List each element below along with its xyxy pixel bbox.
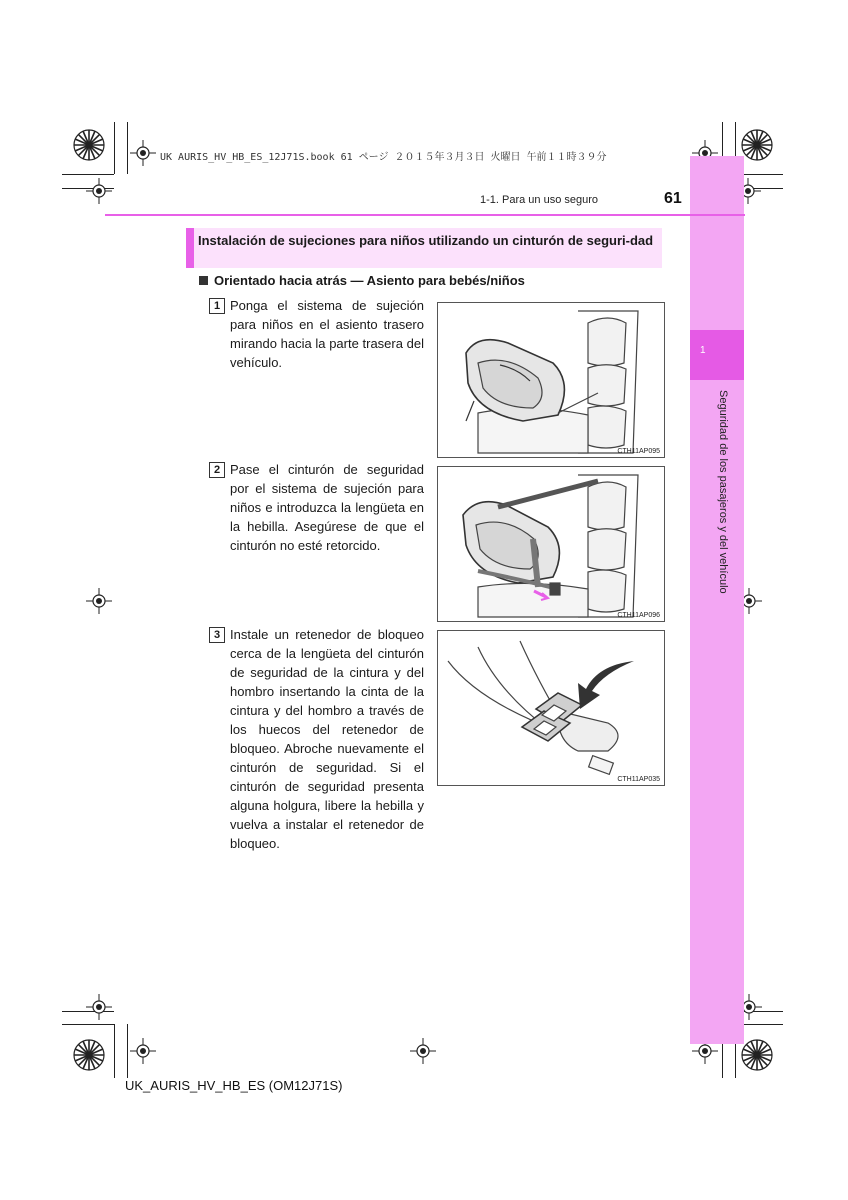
crosshair-mark-icon xyxy=(86,588,112,614)
figure-code: CTH11AP096 xyxy=(617,612,660,619)
crosshair-mark-icon xyxy=(130,140,156,166)
figure-code: CTH11AP035 xyxy=(617,776,660,783)
bullet-square-icon xyxy=(199,276,208,285)
crosshair-mark-icon xyxy=(86,178,112,204)
locking-clip-illustration xyxy=(438,631,664,785)
crop-line xyxy=(62,174,114,175)
registration-target-icon xyxy=(72,1038,106,1072)
crop-line xyxy=(114,122,115,174)
belt-routing-illustration xyxy=(438,467,664,621)
chapter-number: 1 xyxy=(700,345,706,356)
child-seat-placement-illustration xyxy=(438,303,664,457)
section-label: 1-1. Para un uso seguro xyxy=(480,194,599,206)
crop-line xyxy=(114,1024,115,1078)
chapter-title: Seguridad de los pasajeros y del vehículo xyxy=(717,390,729,594)
print-header: UK AURIS_HV_HB_ES_12J71S.book 61 ページ ２０１５年３月３日 火曜日 午前１１時３９分 xyxy=(160,152,607,163)
step-number: 1 xyxy=(209,298,225,314)
registration-target-icon xyxy=(740,128,774,162)
chapter-tab xyxy=(690,156,744,1044)
figure-code: CTH11AP095 xyxy=(617,448,660,455)
crop-line xyxy=(127,122,128,174)
crop-line xyxy=(127,1024,128,1078)
figure-belt-routing xyxy=(437,466,665,622)
page-number: 61 xyxy=(664,190,682,207)
footer-document-id: UK_AURIS_HV_HB_ES (OM12J71S) xyxy=(125,1078,343,1093)
step-text: Pase el cinturón de seguridad por el sistema de sujeción para niños e introduzca la lengüeta en la hebilla. Asegúrese de que el cinturón no esté retorcido. xyxy=(230,462,424,553)
step-number: 3 xyxy=(209,627,225,643)
crop-line xyxy=(62,1024,114,1025)
crosshair-mark-icon xyxy=(86,994,112,1020)
step-number: 2 xyxy=(209,462,225,478)
registration-target-icon xyxy=(72,128,106,162)
subheading xyxy=(199,273,525,288)
subheading-text: Orientado hacia atrás — Asiento para bebés/niños xyxy=(214,273,525,288)
crosshair-mark-icon xyxy=(130,1038,156,1064)
figure-child-seat-rear-facing xyxy=(437,302,665,458)
header-rule xyxy=(105,214,745,216)
registration-target-icon xyxy=(740,1038,774,1072)
figure-locking-clip xyxy=(437,630,665,786)
section-title: Instalación de sujeciones para niños utilizando un cinturón de seguri-dad xyxy=(198,233,654,248)
chapter-marker xyxy=(690,330,744,380)
step-text: Instale un retenedor de bloqueo cerca de la lengüeta del cinturón de seguridad de la cintura y del hombro insertando la cinta de la cintura y del hombro a través de los huecos del retenedor de bloqueo. Abroche nuevamente el cinturón de seguridad. Si el cinturón de seguridad presenta alguna holgura, libere la hebilla y vuelva a instalar el retenedor de bloqueo. xyxy=(230,627,424,851)
crosshair-mark-icon xyxy=(410,1038,436,1064)
step-text: Ponga el sistema de sujeción para niños en el asiento trasero mirando hacia la parte trasera del vehículo. xyxy=(230,298,424,370)
